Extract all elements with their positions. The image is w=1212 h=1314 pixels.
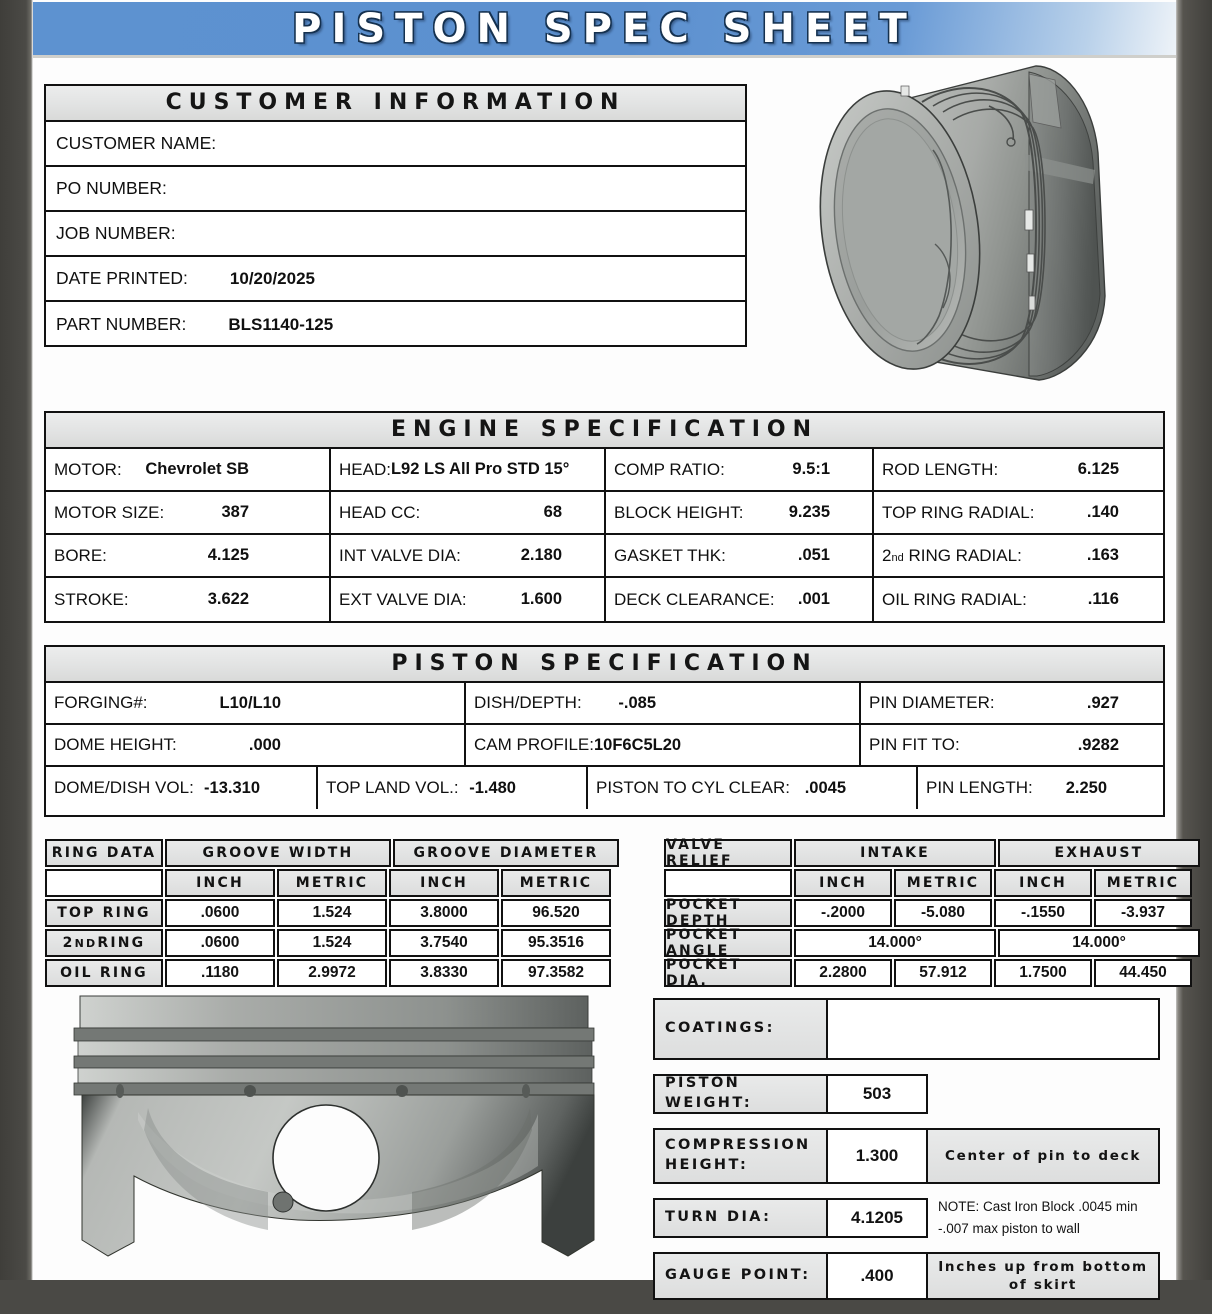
groove-diameter-group-header: GROOVE DIAMETER [393, 839, 619, 867]
field-label: DOME/DISH VOL: [54, 778, 194, 797]
table-row [46, 257, 745, 302]
compression-height-note: Center of pin to deck [928, 1128, 1160, 1184]
field-motor-size [46, 492, 331, 533]
field-value[interactable]: .9282 [1077, 735, 1119, 754]
field-top-ring-radial [874, 492, 1163, 533]
field-stroke [46, 578, 331, 621]
cell-value: 95.3516 [501, 929, 611, 957]
compression-height-row [653, 1128, 1160, 1184]
page-banner [33, 2, 1176, 58]
engine-specification-heading: ENGINE SPECIFICATION [46, 413, 1163, 449]
field-value[interactable]: -.085 [618, 693, 656, 712]
coatings-row [653, 998, 1160, 1060]
field-rod-length [874, 449, 1163, 490]
table-row [46, 212, 745, 257]
table-row [46, 578, 1163, 621]
field-value[interactable]: .001 [797, 590, 830, 608]
field-label: DATE PRINTED: [56, 268, 188, 288]
field-label: EXT VALVE DIA: [339, 589, 467, 609]
field-dome-dish-vol [46, 767, 318, 809]
field-value[interactable]: 2.180 [520, 546, 562, 564]
row-header-2nd-ring: 2 ND RING [45, 929, 163, 957]
field-value[interactable]: -1.480 [469, 778, 516, 797]
table-unit-row [663, 868, 1201, 898]
cell-value: 97.3582 [501, 959, 611, 987]
field-gasket-thk [606, 535, 874, 576]
turn-dia-row [653, 1198, 1160, 1238]
valve-relief-table [663, 838, 1201, 988]
row-header-pocket-dia: POCKET DIA. [664, 959, 792, 987]
field-value[interactable]: 68 [543, 503, 562, 521]
cell-value: 2.9972 [277, 959, 387, 987]
field-2nd-ring-radial [874, 535, 1163, 576]
field-label: DOME HEIGHT: [54, 735, 177, 754]
intake-group-header: INTAKE [794, 839, 996, 867]
cell-value: 14.000° [998, 929, 1200, 957]
cell-value: 1.524 [277, 929, 387, 957]
field-value[interactable]: BLS1140-125 [228, 314, 334, 334]
gauge-point-label: GAUGE POINT: [653, 1252, 828, 1300]
field-label: BLOCK HEIGHT: [614, 502, 744, 522]
field-customer-name [46, 122, 745, 165]
field-motor [46, 449, 331, 490]
valve-relief-unit-corner [664, 869, 792, 897]
table-row [663, 928, 1201, 958]
cell-value: 3.8000 [389, 899, 499, 927]
unit-header-dia-metric: METRIC [501, 869, 611, 897]
ring-data-unit-corner [45, 869, 163, 897]
turn-dia-value[interactable]: 4.1205 [828, 1198, 928, 1238]
cell-value: 57.912 [894, 959, 992, 987]
piston-3d-render-photo [793, 58, 1163, 403]
field-label: PART NUMBER: [56, 314, 187, 334]
cell-value: 96.520 [501, 899, 611, 927]
field-po-number [46, 167, 745, 210]
cell-value: 3.7540 [389, 929, 499, 957]
table-row [44, 928, 620, 958]
customer-information-section [44, 84, 747, 347]
ring-data-corner-header: RING DATA [45, 839, 163, 867]
row-header-pocket-angle: POCKET ANGLE [664, 929, 792, 957]
field-oil-ring-radial [874, 578, 1163, 621]
bottom-info-blocks [653, 998, 1160, 1314]
field-bore [46, 535, 331, 576]
field-value[interactable]: .116 [1087, 590, 1119, 608]
field-int-valve-dia [331, 535, 606, 576]
table-header-row [44, 838, 620, 868]
field-cam-profile [466, 725, 861, 765]
field-label: CUSTOMER NAME: [56, 133, 217, 153]
field-label: COMP RATIO: [614, 459, 725, 479]
valve-relief-corner-header: VALVE RELIEF [664, 839, 792, 867]
cell-value: 1.524 [277, 899, 387, 927]
field-label: PISTON TO CYL CLEAR: [596, 778, 790, 797]
piston-specification-section [44, 645, 1165, 817]
field-label: GASKET THK: [614, 545, 726, 565]
field-label: TOP LAND VOL.: [326, 778, 459, 797]
field-label: DISH/DEPTH: [474, 693, 582, 712]
cell-value: 14.000° [794, 929, 996, 957]
field-label: ROD LENGTH: [882, 459, 999, 479]
compression-height-label: COMPRESSION HEIGHT: [653, 1128, 828, 1184]
row-header-pocket-depth: POCKET DEPTH [664, 899, 792, 927]
field-label: MOTOR SIZE: [54, 502, 165, 522]
coatings-label: COATINGS: [653, 998, 828, 1060]
ring-data-table [44, 838, 620, 988]
row-header-top-ring: TOP RING [45, 899, 163, 927]
piston-3d-illustration [793, 58, 1163, 403]
field-value[interactable]: 4.125 [207, 546, 249, 564]
unit-header-dia-inch: INCH [389, 869, 499, 897]
field-pin-length [918, 767, 1163, 809]
field-value[interactable]: 10F6C5L20 [593, 735, 682, 754]
field-block-height [606, 492, 874, 533]
customer-information-heading: CUSTOMER INFORMATION [46, 86, 745, 122]
field-label: CAM PROFILE: [474, 735, 594, 754]
field-value[interactable]: .051 [797, 546, 830, 564]
field-value[interactable]: 10/20/2025 [229, 268, 316, 288]
piston-skirt-side-view-photo [68, 990, 608, 1262]
field-label: JOB NUMBER: [56, 223, 176, 243]
cell-value: -.2000 [794, 899, 892, 927]
unit-header-exhaust-inch: INCH [994, 869, 1092, 897]
field-top-land-vol [318, 767, 588, 809]
field-label: PIN LENGTH: [926, 778, 1033, 797]
field-label: OIL RING RADIAL: [882, 589, 1027, 609]
field-value[interactable]: .927 [1086, 693, 1119, 712]
cell-value: 1.7500 [994, 959, 1092, 987]
field-label: PIN FIT TO: [869, 735, 960, 754]
cell-value: -3.937 [1094, 899, 1192, 927]
field-part-number [46, 302, 745, 347]
unit-header-width-inch: INCH [165, 869, 275, 897]
engine-specification-section [44, 411, 1165, 623]
unit-header-intake-metric: METRIC [894, 869, 992, 897]
gauge-point-value[interactable]: .400 [828, 1252, 928, 1300]
table-row [46, 683, 1163, 725]
field-pin-diameter [861, 683, 1163, 723]
unit-header-width-metric: METRIC [277, 869, 387, 897]
piston-weight-value[interactable]: 503 [828, 1074, 928, 1114]
table-row [46, 492, 1163, 535]
cell-value: .1180 [165, 959, 275, 987]
field-value[interactable]: -13.310 [204, 778, 260, 797]
unit-header-exhaust-metric: METRIC [1094, 869, 1192, 897]
field-dish-depth [466, 683, 861, 723]
unit-header-intake-inch: INCH [794, 869, 892, 897]
field-value[interactable]: 1.600 [520, 590, 562, 608]
field-value[interactable]: 2.250 [1065, 778, 1107, 797]
coatings-value[interactable] [828, 998, 1160, 1060]
field-label: HEAD CC: [339, 502, 421, 522]
field-value[interactable]: L10/L10 [219, 693, 281, 712]
field-date-printed [46, 257, 745, 300]
cell-value: -5.080 [894, 899, 992, 927]
exhaust-group-header: EXHAUST [998, 839, 1200, 867]
gauge-point-row [653, 1252, 1160, 1300]
field-value[interactable]: 6.125 [1077, 460, 1119, 478]
field-pin-fit-to [861, 725, 1163, 765]
piston-weight-row [653, 1074, 1160, 1114]
field-head [331, 449, 606, 490]
compression-height-value[interactable]: 1.300 [828, 1128, 928, 1184]
table-row [46, 122, 745, 167]
field-label: PO NUMBER: [56, 178, 167, 198]
field-value[interactable]: 3.622 [207, 590, 249, 608]
field-label: FORGING#: [54, 693, 148, 712]
piston-weight-label: PISTON WEIGHT: [653, 1074, 828, 1114]
table-header-row [663, 838, 1201, 868]
field-piston-to-cyl-clear [588, 767, 918, 809]
field-label: MOTOR: [54, 459, 122, 479]
table-row [44, 958, 620, 988]
turn-dia-label: TURN DIA: [653, 1198, 828, 1238]
field-label: TOP RING RADIAL: [882, 502, 1035, 522]
field-label: DECK CLEARANCE: [614, 589, 775, 609]
cell-value: 3.8330 [389, 959, 499, 987]
field-value[interactable]: 9.5:1 [792, 460, 830, 478]
field-dome-height [46, 725, 466, 765]
table-row [44, 898, 620, 928]
turn-dia-note: NOTE: Cast Iron Block .0045 min -.007 max piston to wall [938, 1198, 1138, 1236]
field-value[interactable]: .163 [1086, 546, 1119, 564]
table-row [46, 167, 745, 212]
field-label: INT VALVE DIA: [339, 545, 461, 565]
piston-specification-heading: PISTON SPECIFICATION [46, 647, 1163, 683]
table-row [663, 958, 1201, 988]
gauge-point-note: Inches up from bottom of skirt [928, 1252, 1160, 1300]
table-unit-row [44, 868, 620, 898]
cell-value: .0600 [165, 899, 275, 927]
table-row [663, 898, 1201, 928]
field-value[interactable]: 387 [221, 503, 249, 521]
field-value[interactable]: L92 LS All Pro STD 15° [390, 460, 570, 478]
table-row [46, 449, 1163, 492]
field-value[interactable]: 9.235 [788, 503, 830, 521]
cell-value: 44.450 [1094, 959, 1192, 987]
table-row [46, 535, 1163, 578]
field-label: 2nd RING RADIAL: [882, 545, 1022, 565]
groove-width-group-header: GROOVE WIDTH [165, 839, 391, 867]
table-row [46, 302, 745, 347]
cell-value: -.1550 [994, 899, 1092, 927]
page-title: PISTON SPEC SHEET [292, 6, 917, 52]
field-forging-number [46, 683, 466, 723]
field-ext-valve-dia [331, 578, 606, 621]
piston-side-illustration [68, 990, 608, 1262]
row-header-oil-ring: OIL RING [45, 959, 163, 987]
spec-sheet-page [33, 0, 1180, 1293]
field-value[interactable]: Chevrolet SB [145, 460, 249, 478]
field-head-cc [331, 492, 606, 533]
table-row [46, 767, 1163, 809]
field-value[interactable]: .000 [248, 735, 281, 754]
field-label: STROKE: [54, 589, 129, 609]
field-label: PIN DIAMETER: [869, 693, 995, 712]
field-label: HEAD: [339, 459, 391, 479]
field-label: BORE: [54, 545, 107, 565]
cell-value: 2.2800 [794, 959, 892, 987]
field-value[interactable]: .0045 [804, 778, 846, 797]
cell-value: .0600 [165, 929, 275, 957]
field-job-number [46, 212, 745, 255]
field-comp-ratio [606, 449, 874, 490]
table-row [46, 725, 1163, 767]
field-deck-clearance [606, 578, 874, 621]
field-value[interactable]: .140 [1086, 503, 1119, 521]
